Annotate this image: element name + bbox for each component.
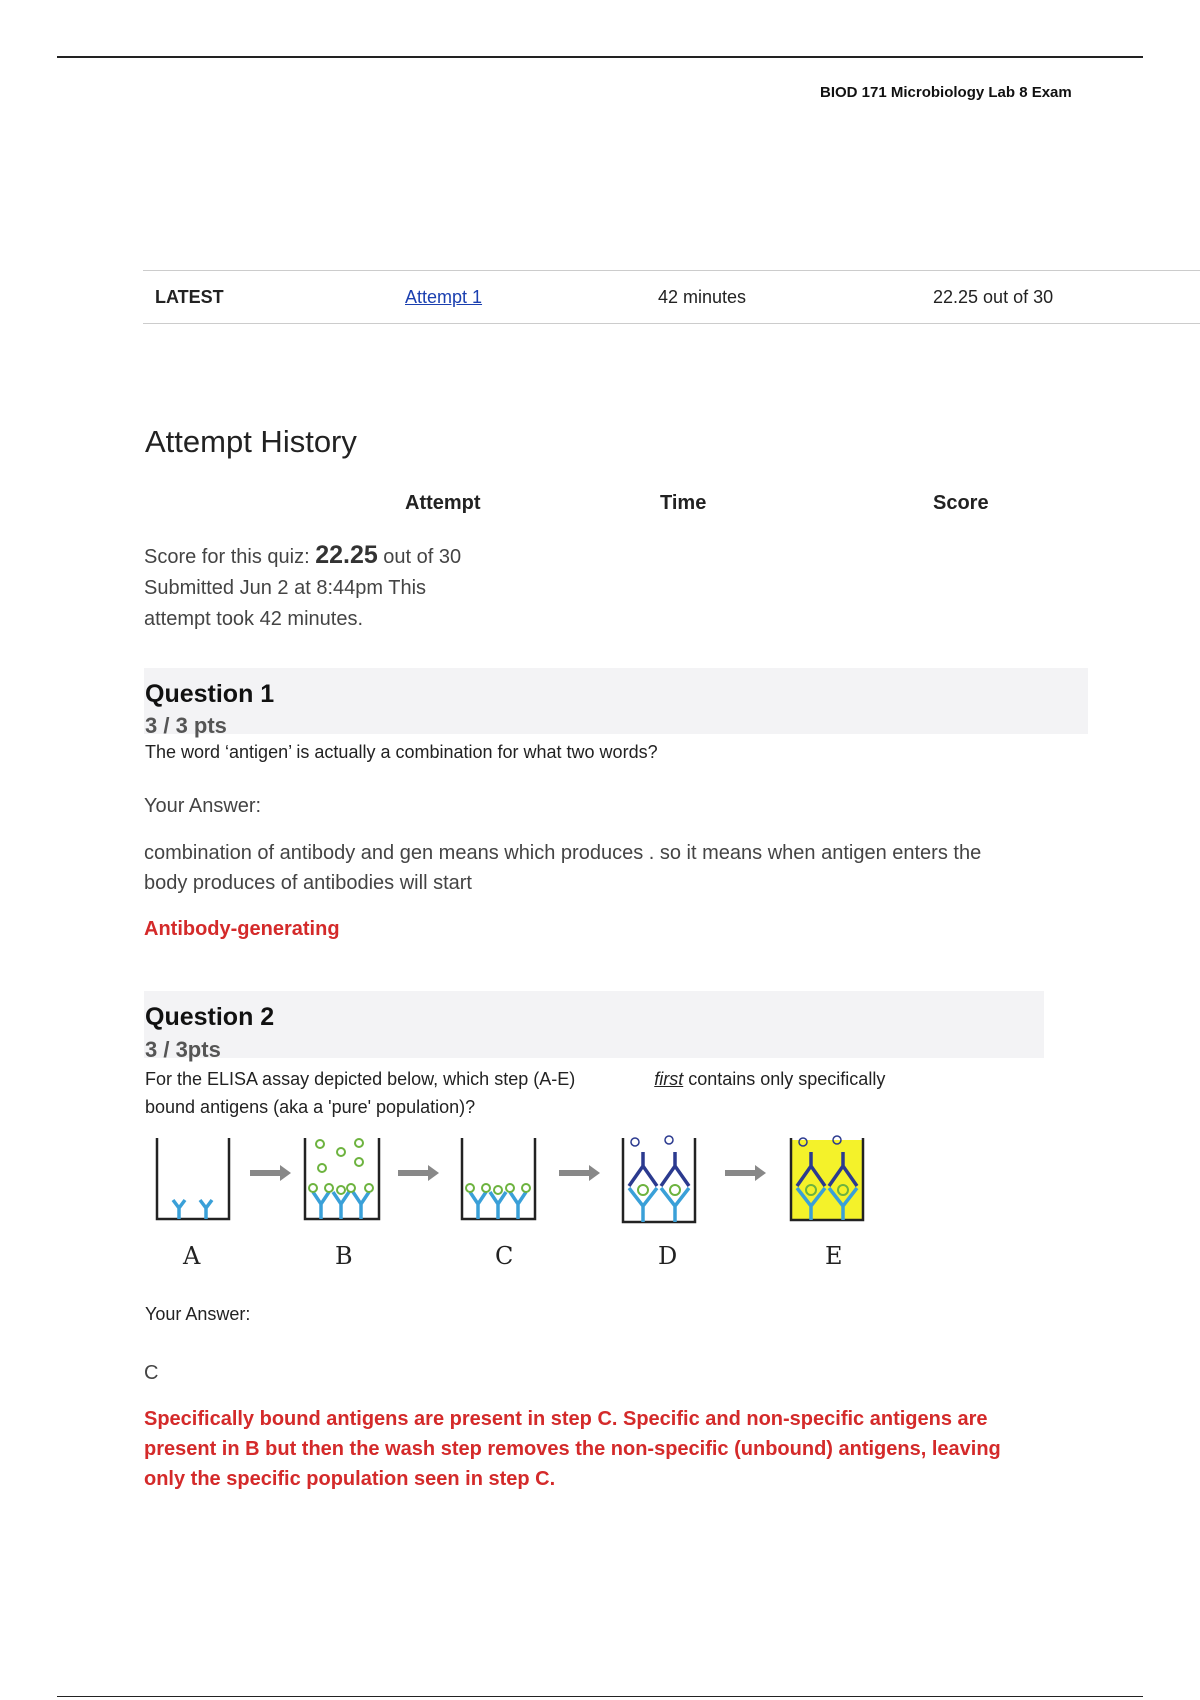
- question-2-correct-answer: Specifically bound antigens are present in step C. Specific and non-specific antigens are present in B but then the wash step removes the non-specific (unbound) antigens, leaving only the specific population seen in step C.: [144, 1408, 1001, 1490]
- elisa-well-e: [791, 1136, 863, 1220]
- question-2-title: Question 2: [145, 1003, 275, 1031]
- arrow-icon: [725, 1165, 766, 1181]
- question-1-your-answer-label: Your Answer:: [144, 795, 262, 817]
- submitted-line: Submitted Jun 2 at 8:44pm This: [144, 577, 427, 599]
- latest-score: 22.25 out of 30: [933, 287, 1054, 307]
- question-1-text: The word ‘antigen’ is actually a combination for what two words?: [145, 742, 658, 762]
- elisa-well-d: [623, 1136, 695, 1222]
- quiz-score-line: Score for this quiz: 22.25 out of 30: [144, 541, 462, 569]
- question-2-answer: C: [144, 1362, 159, 1384]
- step-label-c: C: [495, 1242, 514, 1270]
- question-1-points: 3 / 3 pts: [145, 713, 227, 738]
- question-2-points: 3 / 3pts: [145, 1037, 221, 1062]
- secondary-antibody-icon: [629, 1152, 689, 1186]
- column-header-attempt: Attempt: [405, 492, 481, 514]
- quiz-score-value: 22.25: [315, 541, 378, 569]
- elisa-well-c: [462, 1138, 535, 1219]
- emphasis-first: first: [654, 1069, 684, 1089]
- step-label-d: D: [658, 1242, 678, 1270]
- attempt-history-title: Attempt History: [145, 424, 357, 459]
- arrow-icon: [250, 1165, 291, 1181]
- elisa-diagram: [145, 1130, 885, 1230]
- course-title: BIOD 171 Microbiology Lab 8 Exam: [820, 84, 1072, 101]
- question-1-correct-answer: Antibody-generating: [144, 918, 340, 940]
- quiz-summary: [144, 540, 461, 635]
- elisa-well-b: [305, 1138, 379, 1219]
- column-header-score: Score: [933, 492, 989, 514]
- latest-attempt-row: [143, 270, 1200, 324]
- step-label-a: A: [183, 1242, 201, 1270]
- question-2-text: For the ELISA assay depicted below, which step (A-E) first contains only specifically bound antigens (aka a 'pure' population)?: [145, 1069, 886, 1117]
- question-1-header: [144, 668, 1088, 734]
- latest-time: 42 minutes: [658, 287, 747, 307]
- arrow-icon: [398, 1165, 439, 1181]
- bottom-rule: [57, 1696, 1143, 1697]
- elisa-well-a: [157, 1138, 229, 1219]
- step-label-e: E: [825, 1242, 843, 1270]
- question-2-your-answer-label: Your Answer:: [145, 1304, 251, 1324]
- latest-label: LATEST: [155, 287, 224, 307]
- elisa-steps-svg: [145, 1130, 885, 1225]
- duration-line: attempt took 42 minutes.: [144, 608, 364, 630]
- antibody-icon: [173, 1200, 212, 1219]
- attempt-1-link[interactable]: Attempt 1: [405, 287, 483, 307]
- column-header-time: Time: [660, 492, 707, 514]
- antigen-icon: [309, 1139, 373, 1194]
- arrow-icon: [559, 1165, 600, 1181]
- question-1-title: Question 1: [145, 680, 275, 708]
- step-label-b: B: [335, 1242, 353, 1270]
- question-1-answer: combination of antibody and gen means which produces . so it means when antigen enters the body produces of antibodies will start: [144, 842, 982, 894]
- top-rule: [57, 56, 1143, 58]
- question-2-header: [144, 991, 1044, 1058]
